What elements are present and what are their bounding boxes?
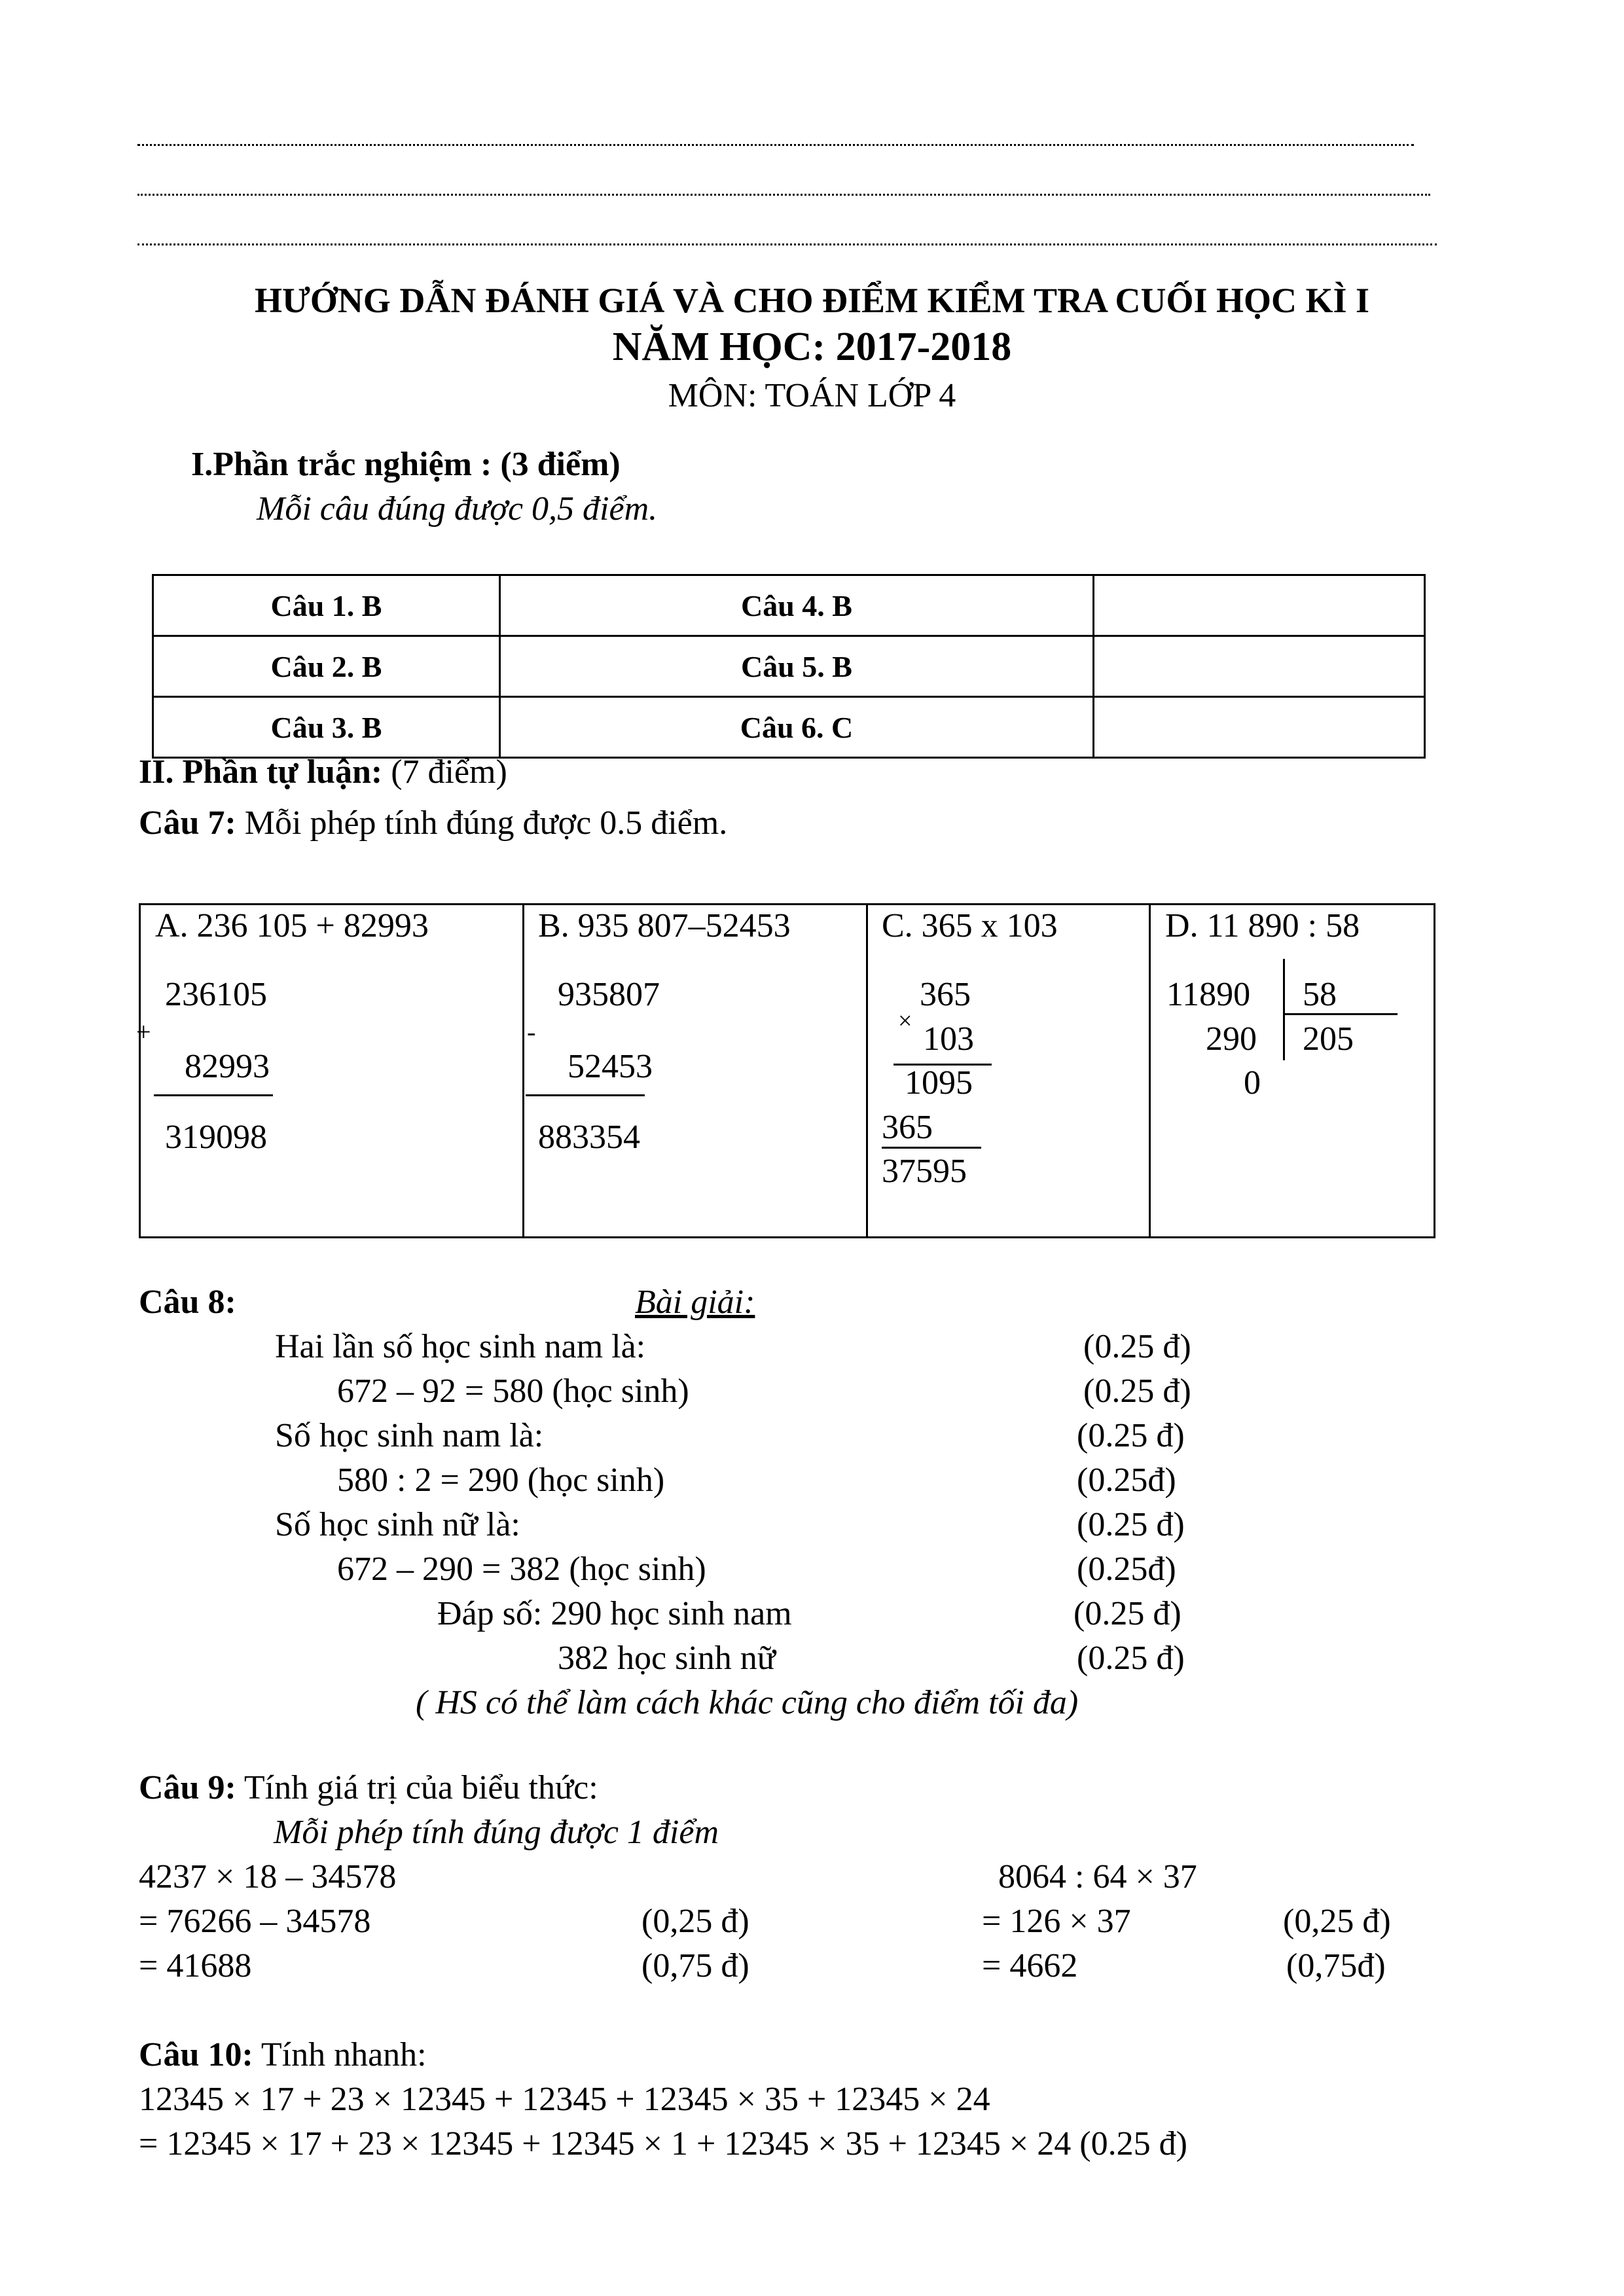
answer-cell: Câu 2. B [153,636,500,697]
part2-heading [139,753,507,791]
answer-cell [1094,636,1425,697]
q7-heading [139,804,727,842]
q7c-title: C. 365 x 103 [882,907,1058,944]
q7c-p1: 1095 [905,1064,973,1102]
q7c-product-line-2 [882,1147,981,1149]
q9-label: Câu 9: [139,1769,236,1806]
q9-right-score: (0,25 đ) [1283,1903,1391,1940]
q10-text: Tính nhanh: [253,2036,427,2073]
q8-score: (0.25đ) [1077,1551,1176,1588]
q9-left-expr: = 41688 [139,1947,252,1984]
answer-cell: Câu 3. B [153,697,500,758]
q9-left-score: (0,75 đ) [641,1947,749,1984]
q8-score: (0.25 đ) [1077,1417,1185,1454]
q7-grid [139,903,1435,1238]
q9-heading [139,1768,598,1807]
table-row [153,575,1425,636]
q10-heading [139,2036,427,2074]
title-line-1: HƯỚNG DẪN ĐÁNH GIÁ VÀ CHO ĐIỂM KIỂM TRA CUỐI HỌC KÌ I [254,281,1370,320]
q8-score: (0.25đ) [1077,1462,1176,1499]
q9-text: Tính giá trị của biểu thức: [236,1769,598,1806]
q7b-op: - [527,1017,536,1047]
q7c-n2: 103 [923,1020,974,1058]
q7b-result: 883354 [538,1119,640,1156]
q8-line: 382 học sinh nữ [558,1640,776,1677]
dotted-line-2 [137,194,1430,196]
q7c-op: × [898,1007,912,1035]
answer-cell [1094,697,1425,758]
answer-cell [1094,575,1425,636]
answer-table [152,574,1426,759]
dotted-line-1 [137,144,1414,146]
q9-left-expr: = 76266 – 34578 [139,1903,371,1940]
q8-line: 672 – 290 = 382 (học sinh) [337,1551,706,1588]
q8-score: (0.25 đ) [1074,1595,1182,1632]
grid-divider [522,903,524,1238]
q7-text: Mỗi phép tính đúng được 0.5 điểm. [236,804,728,842]
part1-heading: I.Phần trắc nghiệm : (3 điểm) [191,446,621,483]
q9-right-expr: = 126 × 37 [982,1903,1131,1940]
q7d-title: D. 11 890 : 58 [1165,907,1360,944]
grid-divider [866,903,868,1238]
q9-left-expr: 4237 × 18 – 34578 [139,1858,397,1895]
q7b-diff-line [526,1094,645,1096]
q9-right-expr: 8064 : 64 × 37 [998,1858,1197,1895]
q7c-p2: 365 [882,1109,933,1146]
q10-line2: = 12345 × 17 + 23 × 12345 + 12345 × 1 + 12345 × 35 + 12345 × 24 (0.25 đ) [139,2125,1187,2162]
q8-line: 672 – 92 = 580 (học sinh) [337,1372,689,1410]
q8-score: (0.25 đ) [1077,1506,1185,1543]
table-row [153,636,1425,697]
q10-label: Câu 10: [139,2036,253,2073]
q7d-divisor: 58 [1303,976,1337,1013]
q10-line1: 12345 × 17 + 23 × 12345 + 12345 + 12345 × 35 + 12345 × 24 [139,2081,990,2118]
answer-cell: Câu 6. C [500,697,1094,758]
q7b-title: B. 935 807–52453 [538,907,791,944]
q8-solution-title: Bài giải: [635,1283,755,1321]
q8-line: Hai lần số học sinh nam là: [275,1328,646,1365]
q7a-result: 319098 [165,1119,267,1156]
q9-note: Mỗi phép tính đúng được 1 điểm [274,1814,719,1851]
q7b-n1: 935807 [558,976,660,1013]
q8-line: 580 : 2 = 290 (học sinh) [337,1462,665,1499]
q7a-n2: 82993 [185,1048,270,1085]
q7d-division-bar [1283,959,1285,1060]
subject-line: MÔN: TOÁN LỚP 4 [668,377,956,414]
part2-heading-bold: II. Phần tự luận: [139,753,383,791]
q7a-title: A. 236 105 + 82993 [155,907,429,944]
q8-line: Đáp số: 290 học sinh nam [437,1595,792,1632]
q7-label: Câu 7: [139,804,236,842]
q7a-sum-line [154,1094,273,1096]
q7d-rem2: 0 [1244,1064,1261,1102]
q9-right-score: (0,75đ) [1286,1947,1386,1984]
q7a-op: + [136,1017,151,1047]
q7b-n2: 52453 [568,1048,653,1085]
table-row [153,697,1425,758]
q8-score: (0.25 đ) [1077,1640,1185,1677]
q8-score: (0.25 đ) [1083,1328,1191,1365]
q7a-n1: 236105 [165,976,267,1013]
q9-left-score: (0,25 đ) [641,1903,749,1940]
grid-divider [1149,903,1151,1238]
q8-note: ( HS có thể làm cách khác cũng cho điểm tối đa) [416,1684,1079,1721]
title-line-2: NĂM HỌC: 2017-2018 [612,325,1012,369]
q8-score: (0.25 đ) [1083,1372,1191,1410]
dotted-line-3 [137,243,1437,245]
q8-line: Số học sinh nam là: [275,1417,544,1454]
q7d-quotient: 205 [1303,1020,1354,1058]
q7d-dividend: 11890 [1166,976,1251,1013]
q7c-n1: 365 [920,976,971,1013]
answer-cell: Câu 4. B [500,575,1094,636]
answer-cell: Câu 5. B [500,636,1094,697]
q7d-rem1: 290 [1206,1020,1257,1058]
part1-note: Mỗi câu đúng được 0,5 điểm. [257,490,658,528]
part2-heading-rest: (7 điểm) [382,753,507,791]
q8-line: Số học sinh nữ là: [275,1506,520,1543]
answer-cell: Câu 1. B [153,575,500,636]
q7c-result: 37595 [882,1153,967,1190]
q7d-divisor-line [1283,1013,1398,1015]
q9-right-expr: = 4662 [982,1947,1078,1984]
q8-label: Câu 8: [139,1283,236,1321]
